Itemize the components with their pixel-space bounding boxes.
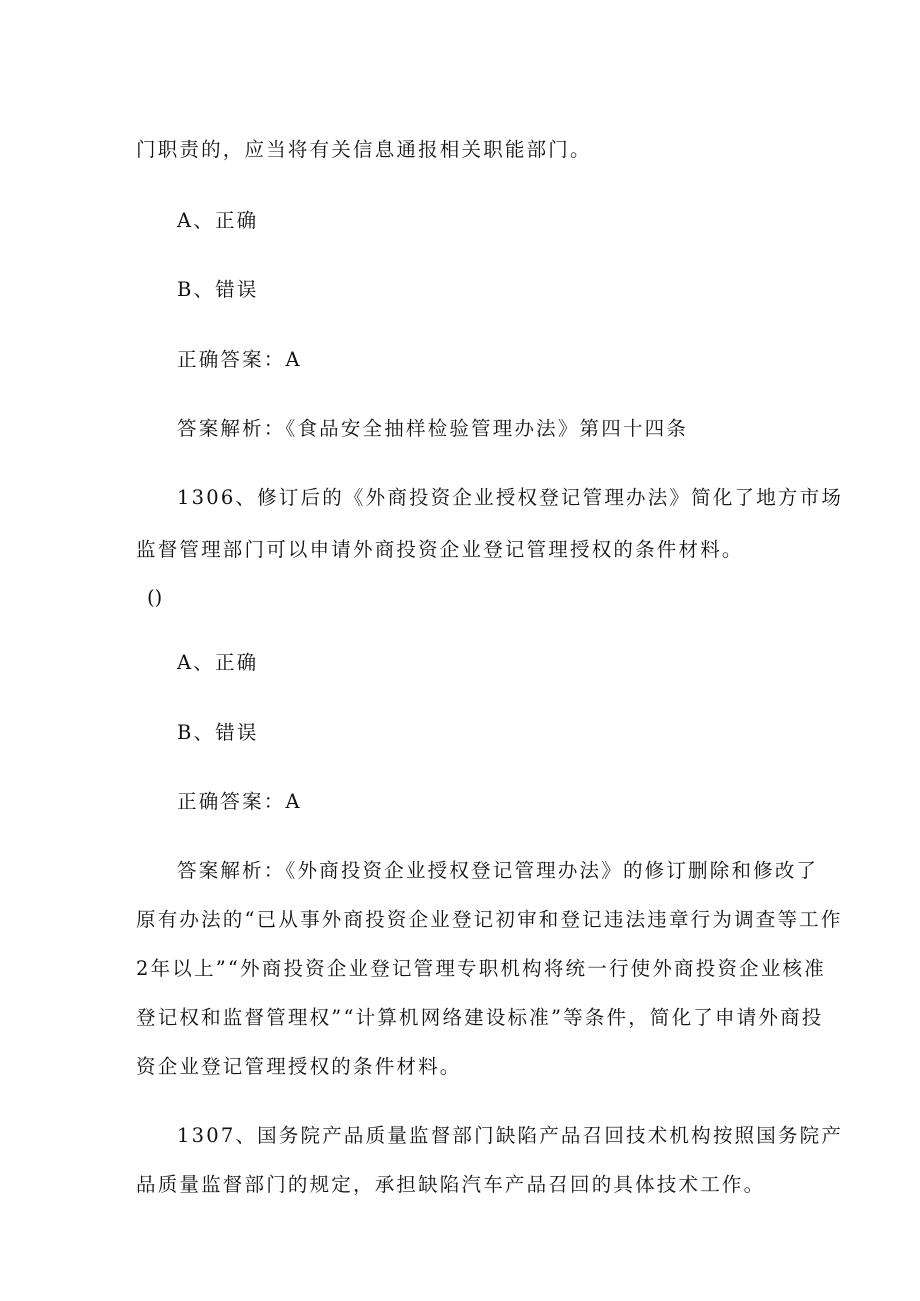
text-line-continuation: 门职责的，应当将有关信息通报相关职能部门。 xyxy=(136,137,592,161)
question-1307-line-2: 品质量监督部门的规定，承担缺陷汽车产品召回的具体技术工作。 xyxy=(136,1172,766,1196)
answer-explanation-1306-line-4: 登记权和监督管理权”“计算机网络建设标准”等条件，简化了申请外商投 xyxy=(136,1005,824,1029)
answer-explanation-1305: 答案解析：《食品安全抽样检验管理办法》第四十四条 xyxy=(177,416,689,440)
answer-explanation-1306-line-3: 2年以上”“外商投资企业登记管理专职机构将统一行使外商投资企业核准 xyxy=(136,956,826,980)
answer-explanation-1306-line-1: 答案解析：《外商投资企业授权登记管理办法》的修订删除和修改了 xyxy=(177,858,819,882)
option-b-1305: B、错误 xyxy=(177,277,259,301)
correct-answer-1305: 正确答案：A xyxy=(177,347,302,371)
question-1306-line-1: 1306、修订后的《外商投资企业授权登记管理办法》简化了地方市场 xyxy=(177,485,844,509)
option-a-1306: A、正确 xyxy=(177,650,259,674)
answer-explanation-1306-line-5: 资企业登记管理授权的条件材料。 xyxy=(136,1054,462,1078)
question-1306-blank: () xyxy=(147,585,163,609)
option-b-1306: B、错误 xyxy=(177,720,259,744)
question-1306-line-2: 监督管理部门可以申请外商投资企业登记管理授权的条件材料。 xyxy=(136,537,744,561)
answer-explanation-1306-line-2: 原有办法的“已从事外商投资企业登记初审和登记违法违章行为调查等工作 xyxy=(136,907,843,931)
correct-answer-1306: 正确答案：A xyxy=(177,789,302,813)
option-a-1305: A、正确 xyxy=(177,208,259,232)
question-1307-line-1: 1307、国务院产品质量监督部门缺陷产品召回技术机构按照国务院产 xyxy=(177,1123,844,1147)
